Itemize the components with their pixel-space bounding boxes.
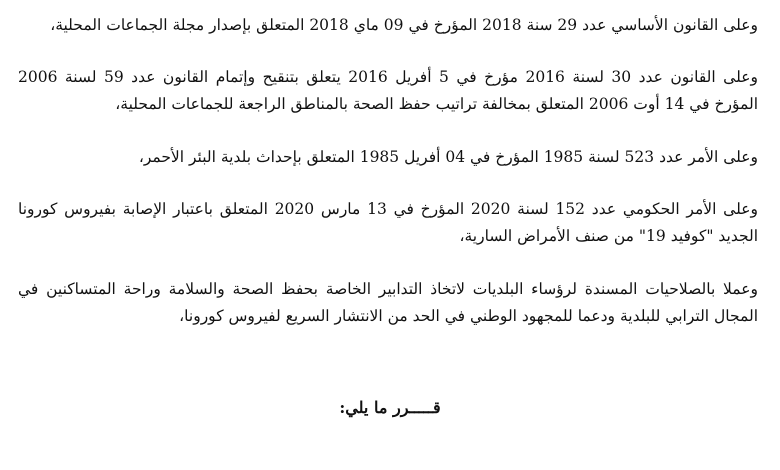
paragraph-decree-1985: وعلى الأمر عدد 523 لسنة 1985 المؤرخ في 04 أفريل 1985 المتعلق بإحداث بلدية البئر الأحمر، <box>138 148 758 166</box>
decision-heading: قـــــرر ما يلي: <box>339 398 441 417</box>
paragraph-mayoral-powers: وعملا بالصلاحيات المسندة لرؤساء البلديات لاتخاذ التدابير الخاصة بحفظ الصحة والسلامة وراحة المتساكنين في المجال الترابي للبلدية ودعما للمجهود الوطني في الحد من الانتشار السريع لفيروس كورونا، <box>18 280 758 325</box>
paragraph-basic-law-2018: وعلى القانون الأساسي عدد 29 سنة 2018 المؤرخ في 09 ماي 2018 المتعلق بإصدار مجلة الجماعات المحلية، <box>50 16 758 34</box>
paragraph-law-2016: وعلى القانون عدد 30 لسنة 2016 مؤرخ في 5 أفريل 2016 يتعلق بتنقيح وإتمام القانون عدد 59 لسنة 2006 المؤرخ في 14 أوت 2006 المتعلق بمخالفة تراتيب حفظ الصحة بالمناطق الراجعة للجماعات المحلية، <box>18 68 758 113</box>
paragraph-government-decree-2020: وعلى الأمر الحكومي عدد 152 لسنة 2020 المؤرخ في 13 مارس 2020 المتعلق باعتبار الإصابة بفيروس كورونا الجديد "كوفيد 19" من صنف الأمراض السارية، <box>18 200 758 245</box>
